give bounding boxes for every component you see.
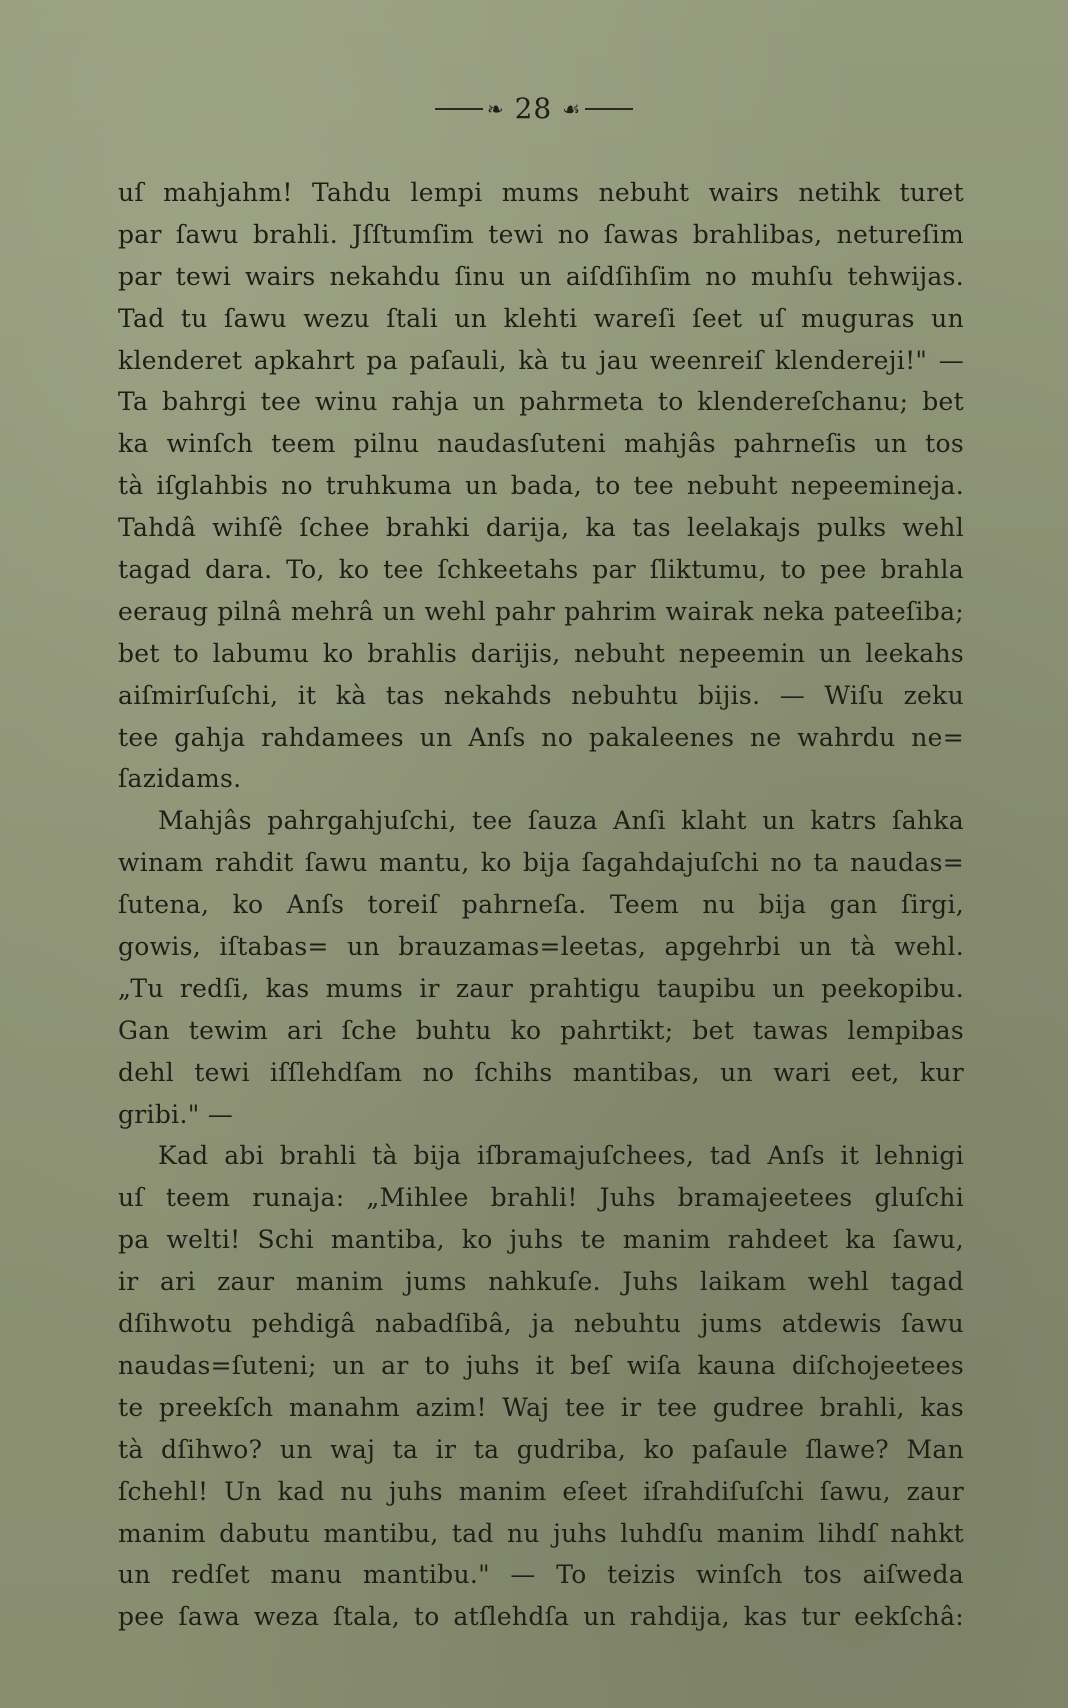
text-line: tee gahja rahdamees un Anſs no pakaleenes ne wahrdu ne= [118,722,964,752]
text-line: par tewi wairs nekahdu ſinu un aiſdſihſim no muhſu tehwijas. [118,261,964,291]
text-line: uſ mahjahm! Tahdu lempi mums nebuht wairs netihk turet [118,178,964,207]
text-line: bet to labumu ko brahlis darijis, nebuht nepeemin un leekahs [118,638,964,668]
text-line: gribi." — [118,1099,234,1129]
text-line: ka winſch teem pilnu naudasſuteni mahjâs pahrneſis un tos [118,429,964,459]
text-line: dſihwotu pehdigâ nabadſibâ, ja nebuhtu jums atdewis ſawu [118,1309,964,1339]
text-line: dehl tewi iſſlehdſam no ſchihs mantibas, un wari eet, kur [118,1057,964,1087]
text-line: Mahjâs pahrgahjuſchi, tee ſauza Anſi klaht un katrs ſahka [158,806,964,836]
text-line: Tad tu ſawu wezu ſtali un klehti wareſi ſeet uſ muguras un [118,303,964,333]
text-line: te preekſch manahm azim! Waj tee ir tee gudree brahli, kas [118,1392,964,1422]
text-line: ſazidams. [118,764,242,794]
text-line: pa welti! Schi mantiba, ko juhs te manim rahdeet ka ſawu, [118,1225,964,1255]
text-line: winam rahdit ſawu mantu, ko bija ſagahdajuſchi no ta naudas= [118,848,964,878]
text-line: tà iſglahbis no truhkuma un bada, to tee nebuht nepeemineja. [118,471,964,501]
text-line: naudas=ſuteni; un ar to juhs it beſ wiſa kauna diſchojeetees [118,1350,964,1380]
left-flourish-icon: ❧ [486,96,505,121]
text-line: Tahdâ wihſê ſchee brahki darija, ka tas leelakajs pulks wehl [118,513,964,543]
text-line: Kad abi brahli tà bija iſbramajuſchees, tad Anſs it lehnigi [158,1141,964,1171]
body-text [118,172,964,1638]
text-line: ſchehl! Un kad nu juhs manim eſeet iſrahdiſuſchi ſawu, zaur [118,1476,964,1506]
text-line: aiſmirſuſchi, it kà tas nekahds nebuhtu bijis. — Wiſu zeku [118,680,964,710]
page-header [0,90,1068,125]
text-line: ſutena, ko Anſs toreiſ pahrneſa. Teem nu bija gan ſirgi, [118,890,964,920]
text-line: Gan tewim ari ſche buhtu ko pahrtikt; bet tawas lempibas [118,1015,964,1045]
text-line: manim dabutu mantibu, tad nu juhs luhdſu manim lihdſ nahkt [118,1518,964,1548]
page-number: 28 [514,92,553,125]
right-flourish-icon: ☙ [562,96,582,121]
left-rule-ornament [435,108,483,110]
text-line: gowis, iſtabas= un brauzamas=leetas, apgehrbi un tà wehl. [118,932,964,962]
text-line: uſ teem runaja: „Mihlee brahli! Juhs bramajeetees gluſchi [118,1183,964,1213]
text-line: un redſet manu mantibu." — To teizis winſch tos aiſweda [118,1560,964,1590]
text-line: Ta bahrgi tee winu rahja un pahrmeta to klendereſchanu; bet [118,387,964,417]
text-line: tagad dara. To, ko tee ſchkeetahs par ſliktumu, to pee brahla [118,555,964,585]
text-line: par ſawu brahli. Jſſtumſim tewi no ſawas brahlibas, netureſim [118,219,964,249]
text-line: eeraug pilnâ mehrâ un wehl pahr pahrim wairak neka pateeſiba; [118,596,964,626]
text-line: ir ari zaur manim jums nahkuſe. Juhs laikam wehl tagad [118,1267,964,1297]
text-line: „Tu redſi, kas mums ir zaur prahtigu taupibu un peekopibu. [118,973,964,1003]
text-line: tà dſihwo? un waj ta ir ta gudriba, ko paſaule ſlawe? Man [118,1434,964,1464]
text-line: klenderet apkahrt pa paſauli, kà tu jau weenreiſ klendereji!" — [118,345,964,375]
right-rule-ornament [585,108,633,110]
text-line: pee ſawa weza ſtala, to atſlehdſa un rahdija, kas tur eekſchâ: [118,1602,964,1632]
